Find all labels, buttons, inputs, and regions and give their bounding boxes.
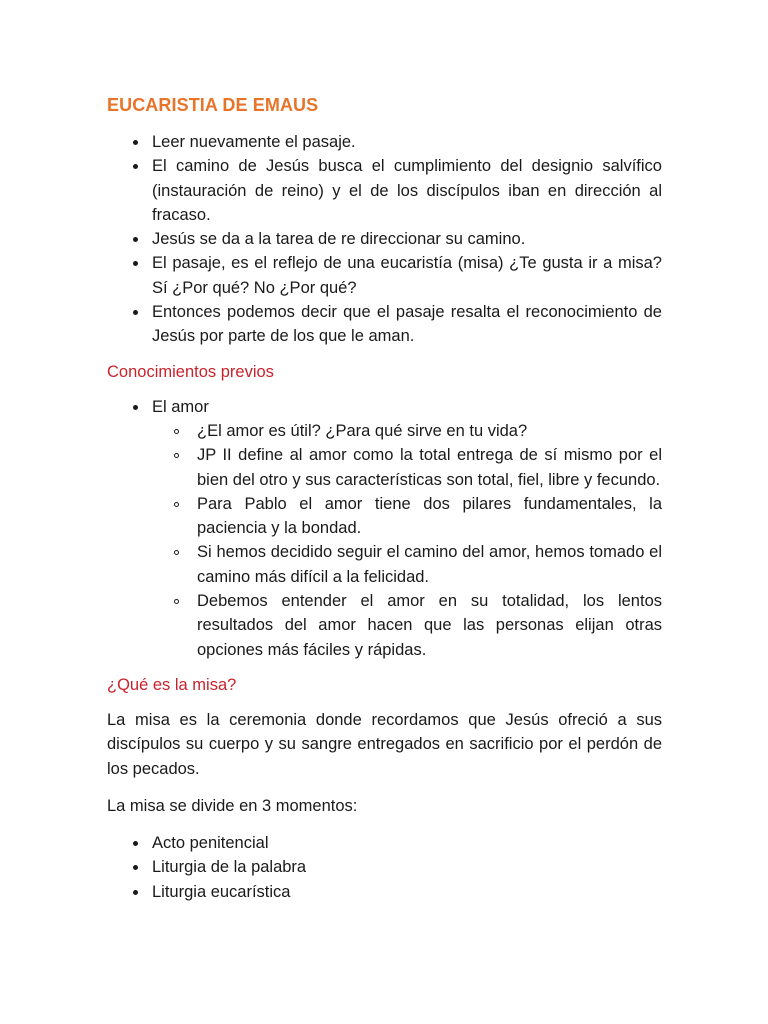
bullet-ring-icon <box>174 502 179 507</box>
bullet-ring-icon <box>174 550 179 555</box>
sub-list-item-text: JP II define al amor como la total entrega de sí mismo por el bien del otro y sus características son total, fiel, libre y fecundo. <box>197 446 662 489</box>
list-item-text: Acto penitencial <box>152 834 269 853</box>
sub-list-item-text: Para Pablo el amor tiene dos pilares fundamentales, la paciencia y la bondad. <box>197 494 662 538</box>
list-item <box>107 855 662 879</box>
sub-list-item <box>107 589 662 662</box>
sub-list-item-text: ¿El amor es útil? ¿Para qué sirve en tu vida? <box>197 421 528 440</box>
list-item <box>107 251 662 300</box>
sub-list-item <box>107 419 662 443</box>
misa-moments-intro: La misa se divide en 3 momentos: <box>107 796 358 815</box>
bullet-ring-icon <box>174 599 179 604</box>
list-item-text: Jesús se da a la tarea de re direccionar su camino. <box>152 230 526 249</box>
sub-list-item-text: Debemos entender el amor en su totalidad, los lentos resultados del amor hacen que las personas elijan otras opciones más fáciles y rápidas. <box>197 592 662 659</box>
sub-list-item <box>107 492 662 541</box>
section-heading-misa: ¿Qué es la misa? <box>107 675 237 694</box>
list-item <box>107 130 662 154</box>
list-item <box>107 880 662 904</box>
love-sub-list <box>107 419 662 662</box>
bullet-ring-icon <box>174 453 179 458</box>
bullet-ring-icon <box>174 429 179 434</box>
sub-list-item <box>107 540 662 589</box>
bullet-dot-icon <box>133 405 138 410</box>
section-heading-conocimientos: Conocimientos previos <box>107 362 274 381</box>
list-item <box>107 227 662 251</box>
list-item <box>107 831 662 855</box>
bullet-dot-icon <box>133 140 138 145</box>
sub-list-item-text: Si hemos decidido seguir el camino del amor, hemos tomado el camino más difícil a la felicidad. <box>197 543 662 586</box>
list-item-text: El amor <box>152 397 209 416</box>
bullet-dot-icon <box>133 841 138 846</box>
bullet-dot-icon <box>133 164 138 169</box>
list-item-text: Liturgia de la palabra <box>152 858 307 877</box>
list-item-text: Entonces podemos decir que el pasaje resalta el reconocimiento de Jesús por parte de los que le aman. <box>152 303 662 346</box>
list-item-text: El camino de Jesús busca el cumplimiento del designio salvífico (instauración de reino) y el de los discípulos iban en dirección al fracaso. <box>152 157 662 224</box>
list-item-text: Leer nuevamente el pasaje. <box>152 133 356 151</box>
sub-list-item <box>107 443 662 492</box>
list-item <box>107 300 662 349</box>
bullet-dot-icon <box>133 237 138 242</box>
misa-paragraph: La misa es la ceremonia donde recordamos que Jesús ofreció a sus discípulos su cuerpo y su sangre entregados en sacrificio por el perdón de los pecados. <box>107 710 662 778</box>
intro-bullet-list <box>107 130 662 349</box>
document-title: EUCARISTIA DE EMAUS <box>107 95 319 115</box>
bullet-dot-icon <box>133 890 138 895</box>
moments-bullet-list <box>107 831 662 904</box>
list-item-text: El pasaje, es el reflejo de una eucaristía (misa) ¿Te gusta ir a misa? Sí ¿Por qué? No ¿Por qué? <box>152 254 662 297</box>
list-item <box>107 154 662 227</box>
document-page <box>107 93 662 904</box>
list-item <box>107 395 662 419</box>
list-item-text: Liturgia eucarística <box>152 882 291 901</box>
bullet-dot-icon <box>133 310 138 315</box>
bullet-dot-icon <box>133 261 138 266</box>
bullet-dot-icon <box>133 865 138 870</box>
love-bullet-list <box>107 395 662 419</box>
